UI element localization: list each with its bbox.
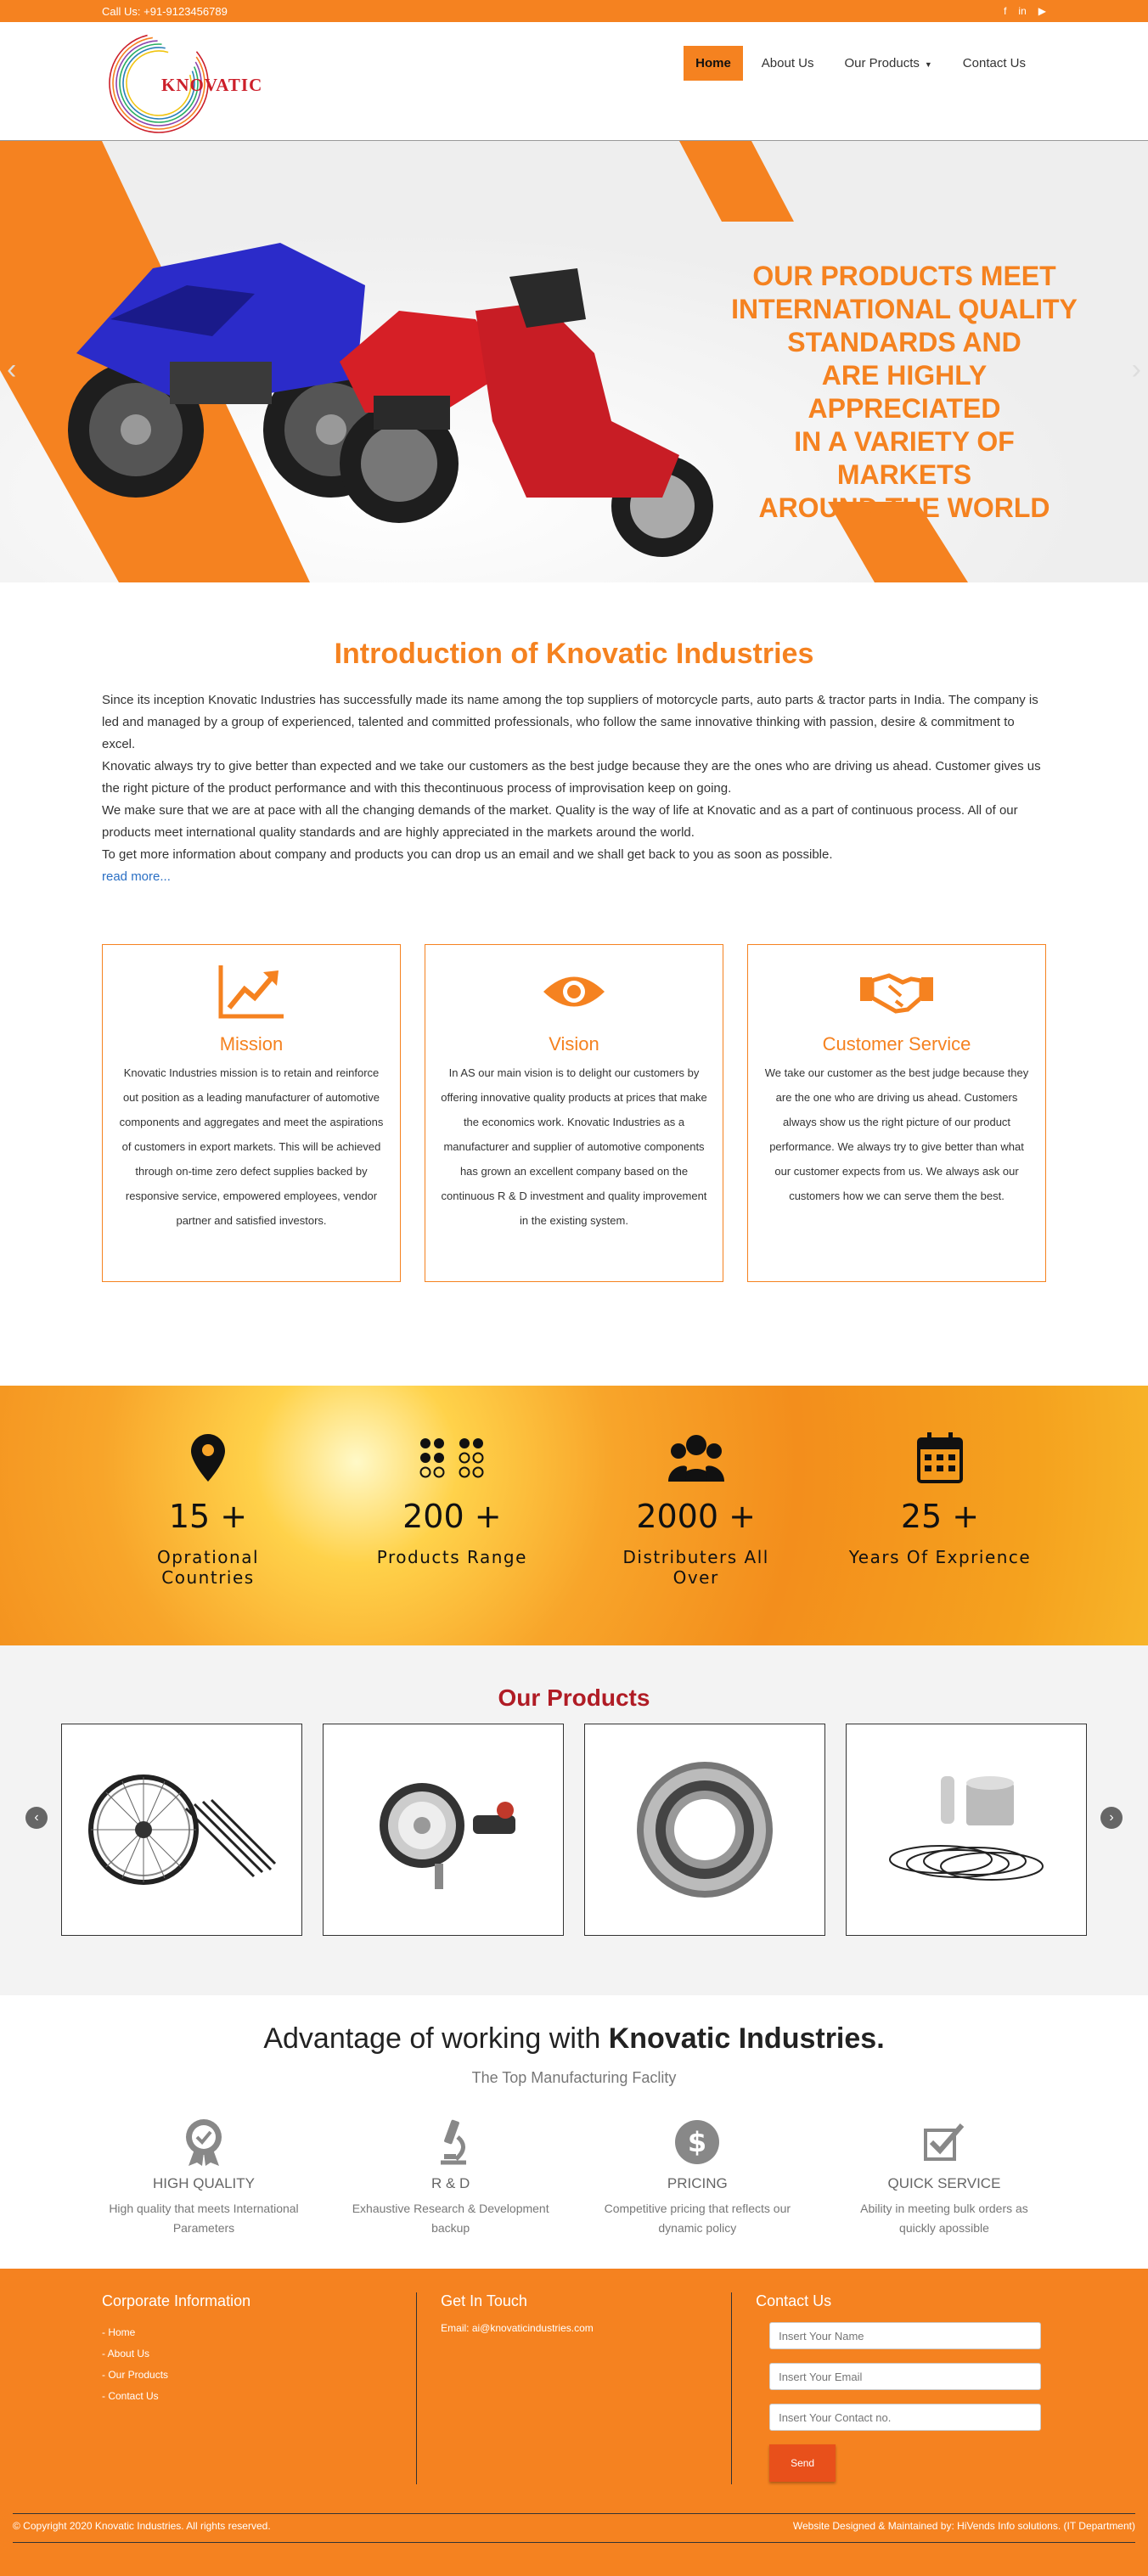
stats-banner	[0, 1386, 1148, 1645]
slider-next-button[interactable]: ›	[1131, 353, 1141, 385]
footer-link-our-products[interactable]: - Our Products	[102, 2369, 169, 2381]
vision-title: Vision	[549, 1033, 599, 1055]
footer-corporate	[102, 2292, 416, 2484]
send-button[interactable]: Send	[769, 2444, 836, 2482]
footer-links	[102, 2322, 416, 2407]
intro-paragraph-4: To get more information about company and products you can drop us an email and we shall get back to you as soon as possible.	[102, 847, 833, 862]
advantage-rnd	[349, 2118, 553, 2238]
advantage-high-quality	[102, 2118, 306, 2238]
mission-title: Mission	[219, 1033, 284, 1055]
hero-line-3: STANDARDS AND	[787, 327, 1021, 357]
intro-paragraph-2: Knovatic always try to give better than expected and we take our customers as the best judge because they are the ones who are driving us ahead. Customer gives us the right picture of the product performance and with this thecontinuous process of improvisation keep on going.	[102, 759, 1041, 796]
stat-countries-number: 15 +	[168, 1498, 248, 1535]
nav-our-products[interactable]	[833, 46, 944, 81]
footer-link-contact-us[interactable]: - Contact Us	[102, 2390, 159, 2402]
eye-icon	[437, 962, 711, 1021]
hero-line-6: AROUND THE WORLD	[758, 492, 1050, 523]
products-next-button[interactable]: ›	[1100, 1807, 1123, 1829]
linkedin-icon[interactable]: in	[1018, 5, 1027, 17]
ball-bearing-image	[633, 1758, 777, 1902]
product-card[interactable]	[584, 1724, 825, 1936]
advantage-high-quality-title: HIGH QUALITY	[153, 2175, 255, 2191]
intro-paragraph-1: Since its inception Knovatic Industries has successfully made its name among the top suppliers of motorcycle parts, auto parts & tractor parts in India. The company is led and managed by a group of experienced, talented and committed professionals, who follow the same innovative thinking with passion, desire & commitment to excel.	[102, 693, 1038, 751]
footer-link-home[interactable]: - Home	[102, 2326, 136, 2338]
nav-our-products-label: Our Products	[844, 56, 920, 70]
stats-row	[0, 1428, 1148, 1588]
footer-contact-form	[731, 2292, 1046, 2484]
site-footer	[0, 2269, 1148, 2576]
email-input[interactable]	[769, 2363, 1041, 2390]
intro-title: Introduction of Knovatic Industries	[334, 638, 814, 670]
hero-line-2: INTERNATIONAL QUALITY	[731, 294, 1078, 324]
svg-text:$: $	[688, 2126, 707, 2158]
mission-card	[102, 944, 401, 1282]
footer-contact-title: Contact Us	[756, 2292, 832, 2309]
company-logo[interactable]	[106, 31, 263, 137]
vision-text: In AS our main vision is to delight our customers by offering innovative quality products at prices that make the economics work. Knovatic Industries as a manufacturer and supplier of automotive components has grown an excellent company based on the continuous R & D investment and quality improvement in the existing system.	[441, 1066, 707, 1227]
logo-text: KNOVATIC	[161, 75, 263, 95]
credit-text: Website Designed & Maintained by: HiVends Info solutions. (IT Department)	[792, 2520, 1135, 2532]
headlight-image	[354, 1766, 532, 1893]
advantage-quick-service	[842, 2118, 1046, 2238]
advantage-pricing-title: PRICING	[667, 2175, 728, 2191]
social-links	[1004, 5, 1046, 17]
hero-line-5: IN A VARIETY OF MARKETS	[794, 426, 1015, 490]
customer-service-title: Customer Service	[822, 1033, 971, 1055]
advantage-title-plain: Advantage of working with	[263, 2022, 609, 2055]
footer-divider	[13, 2513, 1135, 2514]
footer-touch-title: Get In Touch	[441, 2292, 527, 2309]
mission-vision-cards	[0, 888, 1148, 1282]
hero-line-4: ARE HIGHLY APPRECIATED	[808, 360, 1001, 424]
stat-countries-label: Oprational Countries	[156, 1547, 260, 1588]
stat-distributers-label: Distributers All Over	[622, 1547, 769, 1588]
stat-distributers-number: 2000 +	[636, 1498, 756, 1535]
advantage-pricing-text: Competitive pricing that reflects our dynamic policy	[604, 2202, 791, 2235]
advantage-subtitle: The Top Manufacturing Faclity	[471, 2069, 677, 2086]
hero-slider	[0, 141, 1148, 582]
site-header	[0, 22, 1148, 141]
nav-contact-us[interactable]: Contact Us	[962, 56, 1026, 70]
footer-divider-bottom	[13, 2542, 1135, 2543]
product-card[interactable]	[846, 1724, 1087, 1936]
stat-countries	[110, 1428, 306, 1588]
intro-section	[0, 582, 1148, 888]
dots-grid-icon	[354, 1428, 549, 1488]
hero-line-1: OUR PRODUCTS MEET	[752, 261, 1056, 291]
hero-headline	[726, 260, 1083, 525]
phone-number: Call Us: +91-9123456789	[102, 4, 228, 18]
products-section	[0, 1645, 1148, 1995]
read-more-link[interactable]: read more...	[102, 869, 171, 884]
products-prev-button[interactable]: ‹	[25, 1807, 48, 1829]
advantage-high-quality-text: High quality that meets International Parameters	[109, 2202, 299, 2235]
advantage-section	[0, 1995, 1148, 2238]
name-input[interactable]	[769, 2322, 1041, 2349]
checkbox-check-icon	[842, 2118, 1046, 2167]
footer-link-about-us[interactable]: - About Us	[102, 2348, 150, 2359]
customer-service-text: We take our customer as the best judge because they are the one who are driving us ahead. Customers always show us the right picture of our product performance. We always try to give better than what our customer expects from us. We always ask our customers how we can serve them the best.	[764, 1066, 1029, 1202]
map-pin-icon	[110, 1428, 306, 1488]
slider-prev-button[interactable]: ‹	[7, 353, 17, 385]
footer-bottom-bar	[13, 2520, 1135, 2532]
stat-products-number: 200 +	[402, 1498, 502, 1535]
footer-columns	[0, 2269, 1148, 2484]
product-card[interactable]	[61, 1724, 302, 1936]
growth-chart-icon	[115, 962, 388, 1021]
footer-get-in-touch	[416, 2292, 731, 2484]
stat-years-number: 25 +	[900, 1498, 980, 1535]
intro-paragraph-3: We make sure that we are at pace with all the changing demands of the market. Quality is the way of life at Knovatic and as a part of continuous process. All of our products meet international quality standards and are highly appreciated in the markets around the world.	[102, 803, 1018, 840]
advantage-quick-service-title: QUICK SERVICE	[887, 2175, 1001, 2191]
stat-products	[354, 1428, 549, 1588]
microscope-icon	[349, 2118, 553, 2167]
advantage-pricing	[595, 2118, 799, 2238]
dollar-icon	[595, 2118, 799, 2167]
nav-home[interactable]: Home	[684, 46, 743, 81]
footer-corporate-title: Corporate Information	[102, 2292, 251, 2309]
facebook-icon[interactable]: f	[1004, 5, 1007, 17]
award-badge-icon	[102, 2118, 306, 2167]
advantage-title	[0, 2022, 1148, 2056]
youtube-icon[interactable]: ▶	[1038, 5, 1046, 17]
caret-down-icon: ▼	[924, 60, 932, 69]
mission-text: Knovatic Industries mission is to retain and reinforce out position as a leading manufacturer of automotive components and aggregates and meet the aspirations of customers in export markets. This will be achieved through on-time zero defect supplies backed by responsive service, empowered employees, vendor partner and satisfied investors.	[119, 1066, 384, 1227]
customer-service-card	[747, 944, 1046, 1282]
nav-about-us[interactable]: About Us	[761, 56, 814, 70]
stat-years	[842, 1428, 1038, 1588]
vision-card	[425, 944, 723, 1282]
stat-distributers	[599, 1428, 794, 1588]
copyright-text: © Copyright 2020 Knovatic Industries. All rights reserved.	[13, 2520, 271, 2532]
main-nav	[684, 46, 1038, 81]
spoke-wheel-image	[84, 1766, 279, 1893]
advantage-rnd-text: Exhaustive Research & Development backup	[352, 2202, 549, 2235]
product-card[interactable]	[323, 1724, 564, 1936]
advantage-rnd-title: R & D	[430, 2175, 470, 2191]
contact-number-input[interactable]	[769, 2404, 1041, 2431]
footer-email[interactable]: Email: ai@knovaticindustries.com	[441, 2322, 594, 2334]
handshake-icon	[760, 962, 1033, 1021]
products-title: Our Products	[498, 1685, 650, 1711]
stat-products-label: Products Range	[376, 1547, 527, 1567]
advantage-title-bold: Knovatic Industries.	[608, 2022, 885, 2055]
users-group-icon	[599, 1428, 794, 1488]
calendar-icon	[842, 1428, 1038, 1488]
advantage-quick-service-text: Ability in meeting bulk orders as quickly apossible	[860, 2202, 1028, 2235]
advantage-items	[0, 2118, 1148, 2238]
piston-set-image	[881, 1766, 1051, 1893]
products-carousel	[61, 1724, 1087, 1936]
top-bar	[0, 0, 1148, 22]
stat-years-label: Years Of Exprience	[848, 1547, 1032, 1567]
